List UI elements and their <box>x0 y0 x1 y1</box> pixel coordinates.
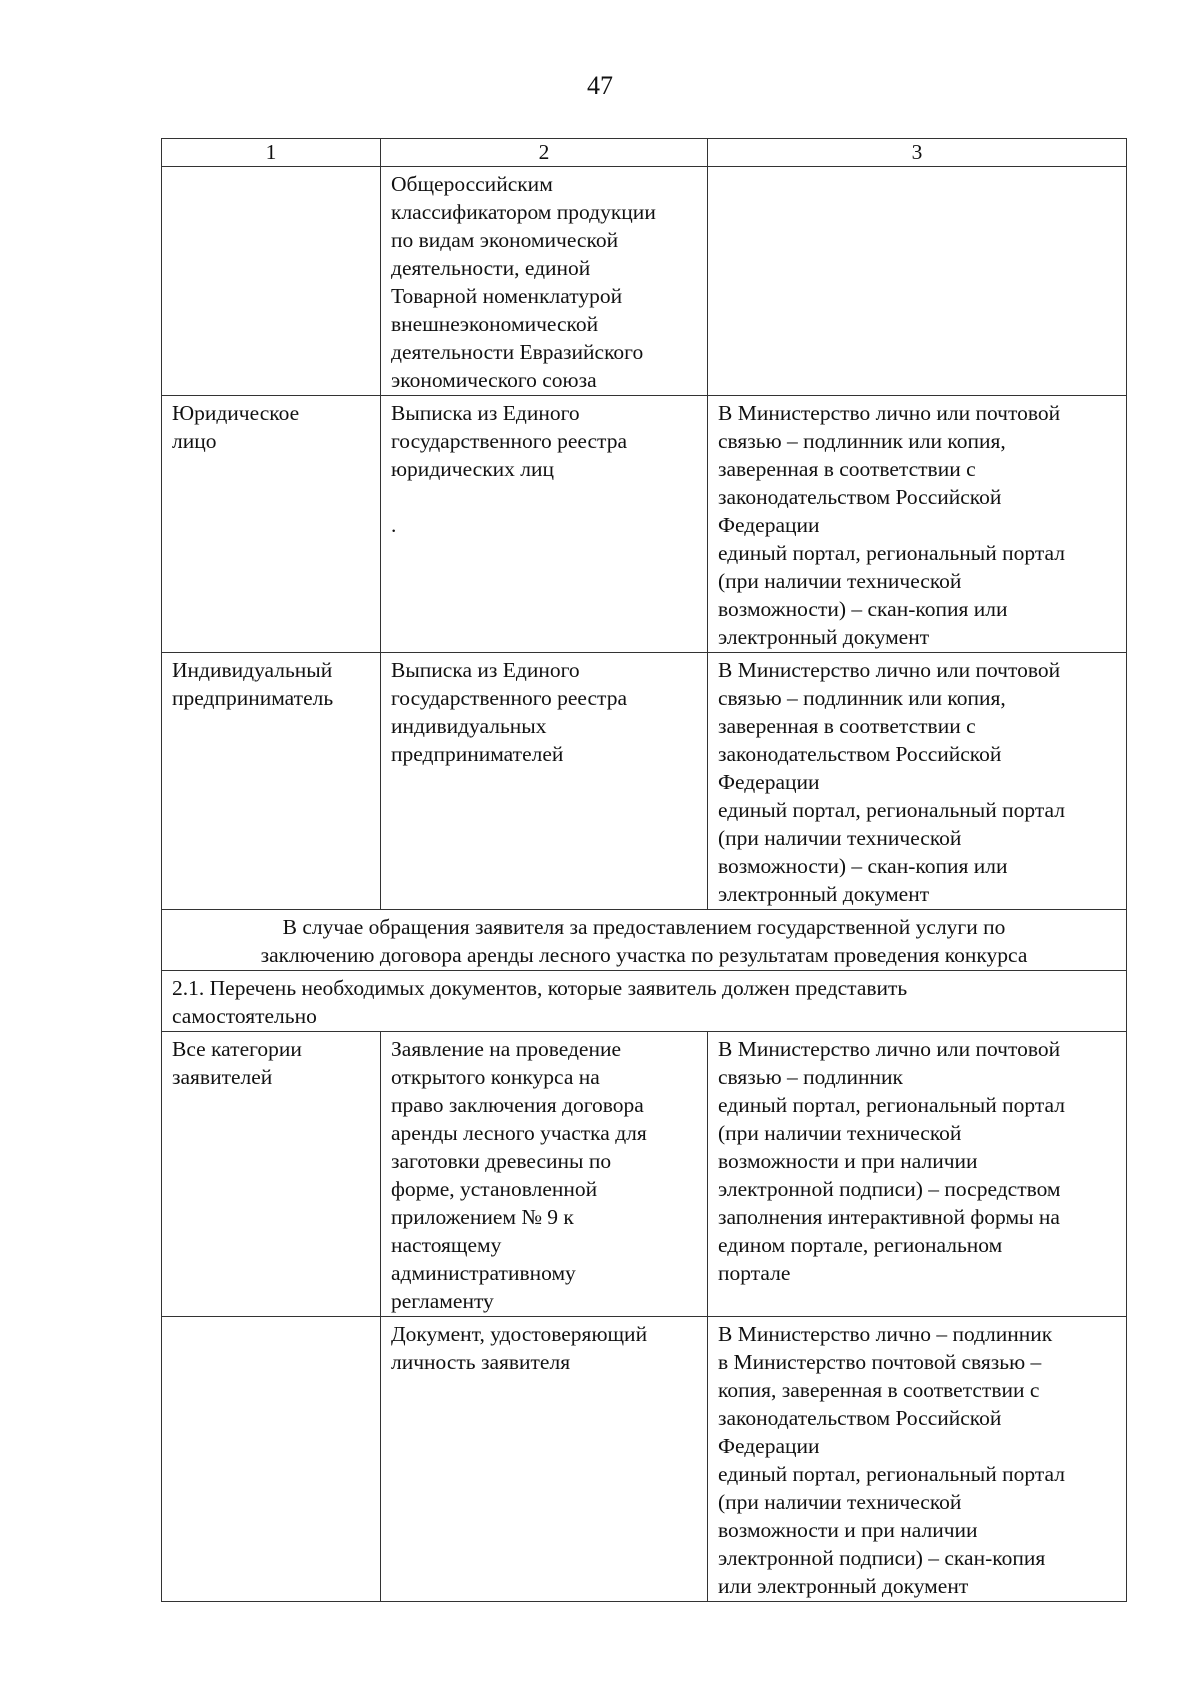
document-cell: Выписка из Единого государственного реестра юридических лиц . <box>381 396 708 653</box>
submission-method-cell <box>708 167 1127 396</box>
document-cell: Заявление на проведение открытого конкурса на право заключения договора аренды лесного участка для заготовки древесины по форме, установленной приложением № 9 к настоящему административному регламенту <box>381 1032 708 1317</box>
column-number-3: 3 <box>708 139 1127 167</box>
table-row <box>162 653 1127 910</box>
table-row <box>162 1317 1127 1602</box>
section-heading-row <box>162 971 1127 1032</box>
document-cell: Выписка из Единого государственного реестра индивидуальных предпринимателей <box>381 653 708 910</box>
table-row <box>162 1032 1127 1317</box>
table-row <box>162 396 1127 653</box>
page-number: 47 <box>587 71 613 100</box>
documents-table <box>161 138 1127 1602</box>
section-heading: 2.1. Перечень необходимых документов, которые заявитель должен представить самостоятельно <box>162 971 1127 1032</box>
applicant-category-cell: Все категории заявителей <box>162 1032 381 1317</box>
document-cell: Общероссийским классификатором продукции по видам экономической деятельности, единой Товарной номенклатурой внешнеэкономической деятельности Евразийского экономического союза <box>381 167 708 396</box>
applicant-category-cell: Индивидуальный предприниматель <box>162 653 381 910</box>
case-caption: В случае обращения заявителя за предоставлением государственной услуги по заключению договора аренды лесного участка по результатам проведения конкурса <box>162 910 1127 971</box>
applicant-category-cell: Юридическое лицо <box>162 396 381 653</box>
table-header-row <box>162 139 1127 167</box>
applicant-category-cell <box>162 1317 381 1602</box>
column-number-2: 2 <box>381 139 708 167</box>
submission-method-cell: В Министерство лично или почтовой связью – подлинник или копия, заверенная в соответствии с законодательством Российской Федерации единый портал, региональный портал (при наличии технической возможности) – скан-копия или электронный документ <box>708 396 1127 653</box>
applicant-category-cell <box>162 167 381 396</box>
table-row <box>162 167 1127 396</box>
column-number-1: 1 <box>162 139 381 167</box>
merged-caption-row <box>162 910 1127 971</box>
submission-method-cell: В Министерство лично или почтовой связью – подлинник или копия, заверенная в соответствии с законодательством Российской Федерации единый портал, региональный портал (при наличии технической возможности) – скан-копия или электронный документ <box>708 653 1127 910</box>
document-cell: Документ, удостоверяющий личность заявителя <box>381 1317 708 1602</box>
submission-method-cell: В Министерство лично – подлинник в Министерство почтовой связью – копия, заверенная в соответствии с законодательством Российской Федерации единый портал, региональный портал (при наличии технической возможности и при наличии электронной подписи) – скан-копия или электронный документ <box>708 1317 1127 1602</box>
submission-method-cell: В Министерство лично или почтовой связью – подлинник единый портал, региональный портал (при наличии технической возможности и при наличии электронной подписи) – посредством заполнения интерактивной формы на едином портале, региональном портале <box>708 1032 1127 1317</box>
